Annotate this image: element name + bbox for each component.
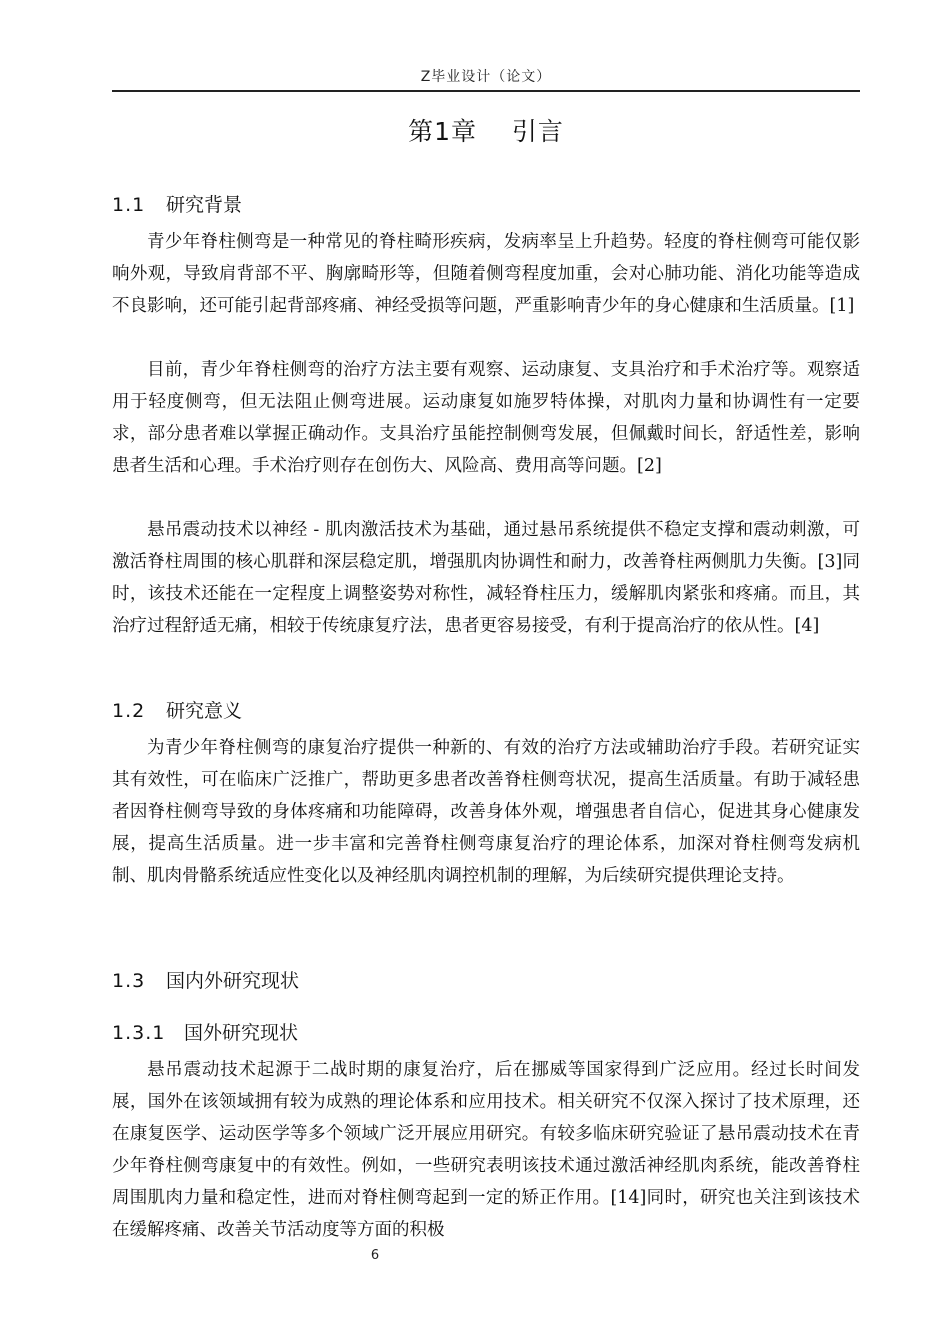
subsection-heading-1-3-1 (112, 1018, 298, 1045)
section-number: 1.3 (112, 970, 146, 992)
section-title: 研究意义 (166, 700, 243, 722)
section-title: 研究背景 (166, 194, 243, 216)
paragraph: 目前，青少年脊柱侧弯的治疗方法主要有观察、运动康复、支具治疗和手术治疗等。观察适用于轻度侧弯，但无法阻止侧弯进展。运动康复如施罗特体操，对肌肉力量和协调性有一定要求，部分患者难以掌握正确动作。支具治疗虽能控制侧弯发展，但佩戴时间长，舒适性差，影响患者生活和心理。手术治疗则存在创伤大、风险高、费用高等问题。[2] (112, 360, 860, 476)
page-number: 6 (370, 1248, 380, 1263)
chapter-title: 第1章 引言 (408, 117, 564, 146)
section-heading-1-1 (112, 190, 242, 217)
paragraph: 悬吊震动技术以神经 - 肌肉激活技术为基础，通过悬吊系统提供不稳定支撑和震动刺激，可激活脊柱周围的核心肌群和深层稳定肌，增强肌肉协调性和耐力，改善脊柱两侧肌力失衡。[3]同时，该技术还能在一定程度上调整姿势对称性，减轻脊柱压力，缓解肌肉紧张和疼痛。而且，其治疗过程舒适无痛，相较于传统康复疗法，患者更容易接受，有利于提高治疗的依从性。[4] (112, 520, 860, 636)
section-number: 1.3.1 (112, 1022, 166, 1044)
section-number: 1.1 (112, 194, 146, 216)
paragraph: 为青少年脊柱侧弯的康复治疗提供一种新的、有效的治疗方法或辅助治疗手段。若研究证实其有效性，可在临床广泛推广，帮助更多患者改善脊柱侧弯状况，提高生活质量。有助于减轻患者因脊柱侧弯导致的身体疼痛和功能障碍，改善身体外观，增强患者自信心，促进其身心健康发展，提高生活质量。进一步丰富和完善脊柱侧弯康复治疗的理论体系，加深对脊柱侧弯发病机制、肌肉骨骼系统适应性变化以及神经肌肉调控机制的理解，为后续研究提供理论支持。 (112, 738, 860, 886)
paragraph: 青少年脊柱侧弯是一种常见的脊柱畸形疾病，发病率呈上升趋势。轻度的脊柱侧弯可能仅影响外观，导致肩背部不平、胸廓畸形等，但随着侧弯程度加重，会对心肺功能、消化功能等造成不良影响，还可能引起背部疼痛、神经受损等问题，严重影响青少年的身心健康和生活质量。[1] (112, 232, 860, 316)
running-header: Z毕业设计（论文） (420, 69, 552, 85)
section-title: 国外研究现状 (184, 1022, 299, 1044)
section-heading-1-3 (112, 966, 299, 993)
section-title: 国内外研究现状 (166, 970, 300, 992)
paragraph: 悬吊震动技术起源于二战时期的康复治疗，后在挪威等国家得到广泛应用。经过长时间发展，国外在该领域拥有较为成熟的理论体系和应用技术。相关研究不仅深入探讨了技术原理，还在康复医学、运动医学等多个领域广泛开展应用研究。有较多临床研究验证了悬吊震动技术在青少年脊柱侧弯康复中的有效性。例如，一些研究表明该技术通过激活神经肌肉系统，能改善脊柱周围肌肉力量和稳定性，进而对脊柱侧弯起到一定的矫正作用。[14]同时，研究也关注到该技术在缓解疼痛、改善关节活动度等方面的积极 (112, 1060, 860, 1240)
section-heading-1-2 (112, 696, 242, 723)
section-number: 1.2 (112, 700, 146, 722)
header-rule (112, 90, 860, 92)
